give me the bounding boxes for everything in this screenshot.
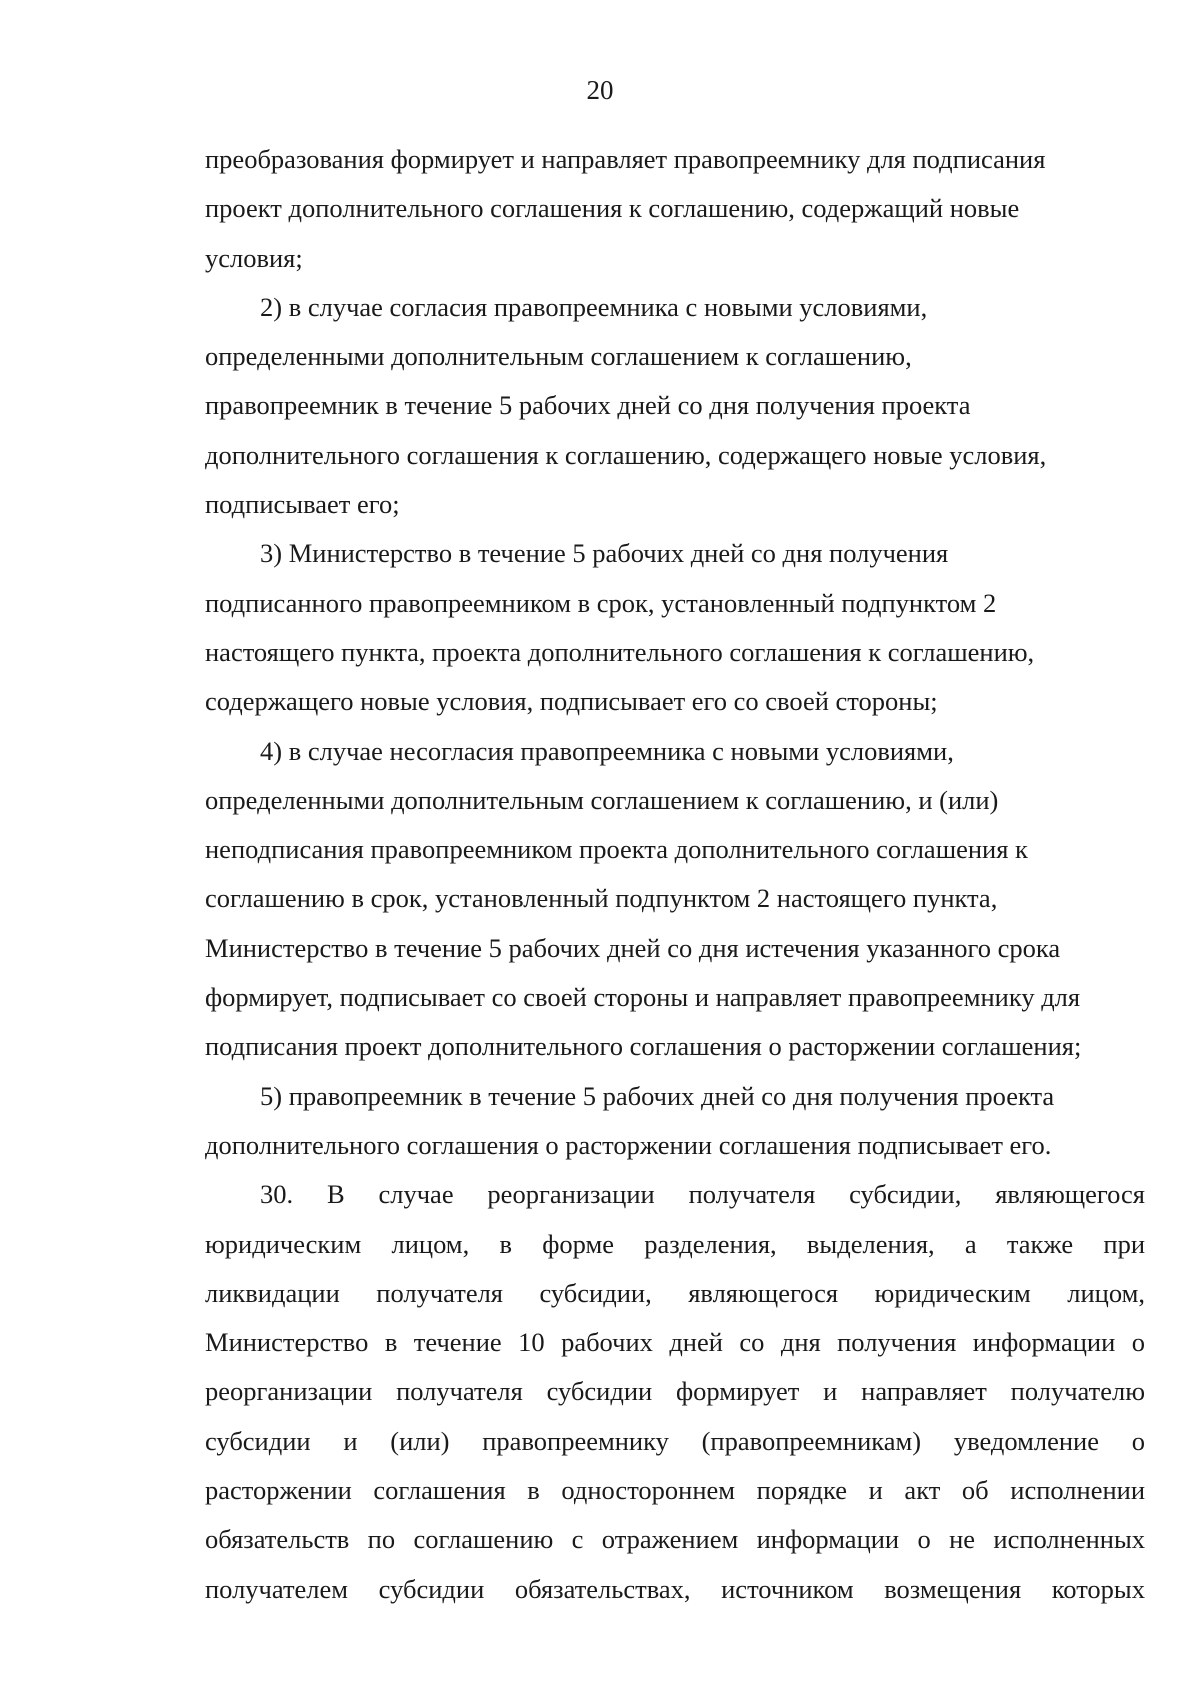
text-line: преобразования формирует и направляет правопреемнику для подписания [205,144,1046,174]
text-line: определенными дополнительным соглашением к соглашению, и (или) [205,784,999,815]
paragraph-item-3 [205,529,1145,726]
text-line: 3) Министерство в течение 5 рабочих дней со дня получения [260,538,949,569]
text-line: ликвидации получателя субсидии, являющегося юридическим лицом, [205,1277,1145,1308]
text-line: 5) правопреемник в течение 5 рабочих дней со дня получения проекта [260,1080,1055,1111]
text-line: субсидии и (или) правопреемнику (правопреемникам) уведомление о [205,1425,1145,1456]
text-line: содержащего новые условия, подписывает его со своей стороны; [205,686,938,717]
text-line: юридическим лицом, в форме разделения, выделения, а также при [205,1228,1145,1259]
text-line: 30. В случае реорганизации получателя субсидии, являющегося [260,1179,1145,1210]
paragraph-clause-30 [205,1170,1145,1614]
text-line: неподписания правопреемником проекта дополнительного соглашения к [205,834,1028,865]
text-line: подписания проект дополнительного соглашения о расторжении соглашения; [205,1031,1082,1062]
text-line: проект дополнительного соглашения к соглашению, содержащий новые [205,193,1020,224]
paragraph-item-5 [205,1072,1145,1171]
text-line: условия; [205,242,303,273]
text-line: дополнительного соглашения о расторжении соглашения подписывает его. [205,1129,1052,1160]
text-line: определенными дополнительным соглашением к соглашению, [205,341,912,372]
text-line: соглашению в срок, установленный подпунктом 2 настоящего пункта, [205,883,998,914]
paragraph-item-4 [205,727,1145,1072]
text-line: подписывает его; [205,489,400,520]
text-line: формирует, подписывает со своей стороны и направляет правопреемнику для [205,982,1081,1013]
text-line: Министерство в течение 10 рабочих дней со дня получения информации о [205,1327,1145,1358]
text-line: получателем субсидии обязательствах, источником возмещения которых [205,1573,1145,1604]
text-line: реорганизации получателя субсидии формирует и направляет получателю [205,1376,1145,1407]
paragraph-item-2 [205,283,1145,529]
text-line: настоящего пункта, проекта дополнительного соглашения к соглашению, [205,636,1035,667]
text-line: правопреемник в течение 5 рабочих дней со дня получения проекта [205,390,971,421]
text-line: 4) в случае несогласия правопреемника с новыми условиями, [260,735,954,766]
page-number: 20 [586,75,614,105]
text-line: обязательств по соглашению с отражением информации о не исполненных [205,1524,1145,1555]
text-line: дополнительного соглашения к соглашению, содержащего новые условия, [205,439,1047,470]
text-line: расторжении соглашения в одностороннем порядке и акт об исполнении [205,1475,1145,1506]
paragraph-continuation [205,135,1145,283]
document-body [205,135,1145,1614]
text-line: подписанного правопреемником в срок, установленный подпунктом 2 [205,587,997,618]
text-line: Министерство в течение 5 рабочих дней со дня истечения указанного срока [205,932,1061,963]
text-line: 2) в случае согласия правопреемника с новыми условиями, [260,291,928,322]
